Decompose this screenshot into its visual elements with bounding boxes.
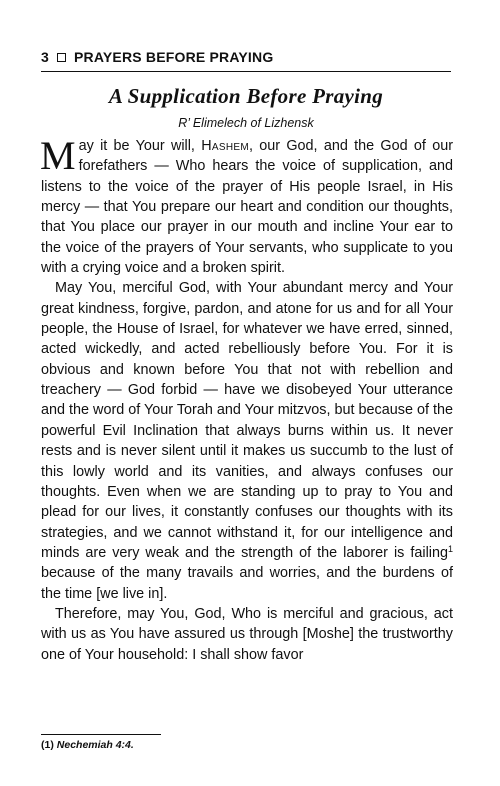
- section-title: PRAYERS BEFORE PRAYING: [74, 49, 274, 65]
- paragraph-1-text-b: , our God, and the God of our forefathers — Who hears the voice of supplication, and listens to the voice of the prayer of His people Israel, in His mercy — that You prepare our heart and condition our thoughts, that You place our prayer in our mouth and incline Your ear to the voice of the prayers of Your servants, who supplicate to you with a crying voice and a broken spirit.: [41, 138, 453, 277]
- footnote-reference: Nechemiah 4:4.: [56, 739, 134, 751]
- page-number: 3: [41, 49, 49, 65]
- footnote-marker[interactable]: 1: [447, 543, 453, 554]
- prayer-body: [40, 133, 453, 665]
- paragraph-3: [41, 604, 453, 665]
- prayer-author: R’ Elimelech of Lizhensk: [178, 116, 314, 130]
- footnote: [41, 739, 341, 751]
- paragraph-2-text-b: because of the many travails and worries, and the burdens of the time [we live in].: [41, 565, 453, 602]
- divine-name: Hashem: [201, 138, 249, 154]
- drop-cap: M: [40, 133, 76, 178]
- paragraph-3-text: Therefore, may You, God, Who is merciful and gracious, act with us as You have assured us through [Moshe] the trustworthy one of Your household: I shall show favor: [41, 605, 453, 663]
- square-bullet-icon: [57, 53, 66, 62]
- paragraph-2-text-a: May You, merciful God, with Your abundant mercy and Your great kindness, forgive, pardon, and atone for us and for all Your people, the House of Israel, for whatever we have erred, sinned, acted wickedly, and acted rebelliously before You. For it is obvious and known before You that not with rebellion and treachery — God forbid — have we disobeyed Your utterance and the word of Your Torah and Your mitzvos, but because of the powerful Evil Inclination that always burns within us. It never rests and is never silent until it makes us succumb to the lust of this lowly world and its vanities, and always confuses our thoughts. Even when we are standing up to pray to You and plead for our lives, it constantly confuses our thoughts with its strategies, and we cannot withstand it, for our intelligence and minds are very weak and the strength of the laborer is failing: [41, 280, 453, 561]
- header-rule: [41, 71, 451, 72]
- footnote-rule: [41, 734, 161, 735]
- prayer-title: A Supplication Before Praying: [108, 84, 384, 108]
- running-head: [41, 47, 451, 67]
- footnote-number: (1): [41, 739, 54, 751]
- paragraph-1: [40, 133, 453, 278]
- paragraph-2: [41, 278, 453, 604]
- paragraph-1-text-a: ay it be Your will,: [78, 138, 202, 154]
